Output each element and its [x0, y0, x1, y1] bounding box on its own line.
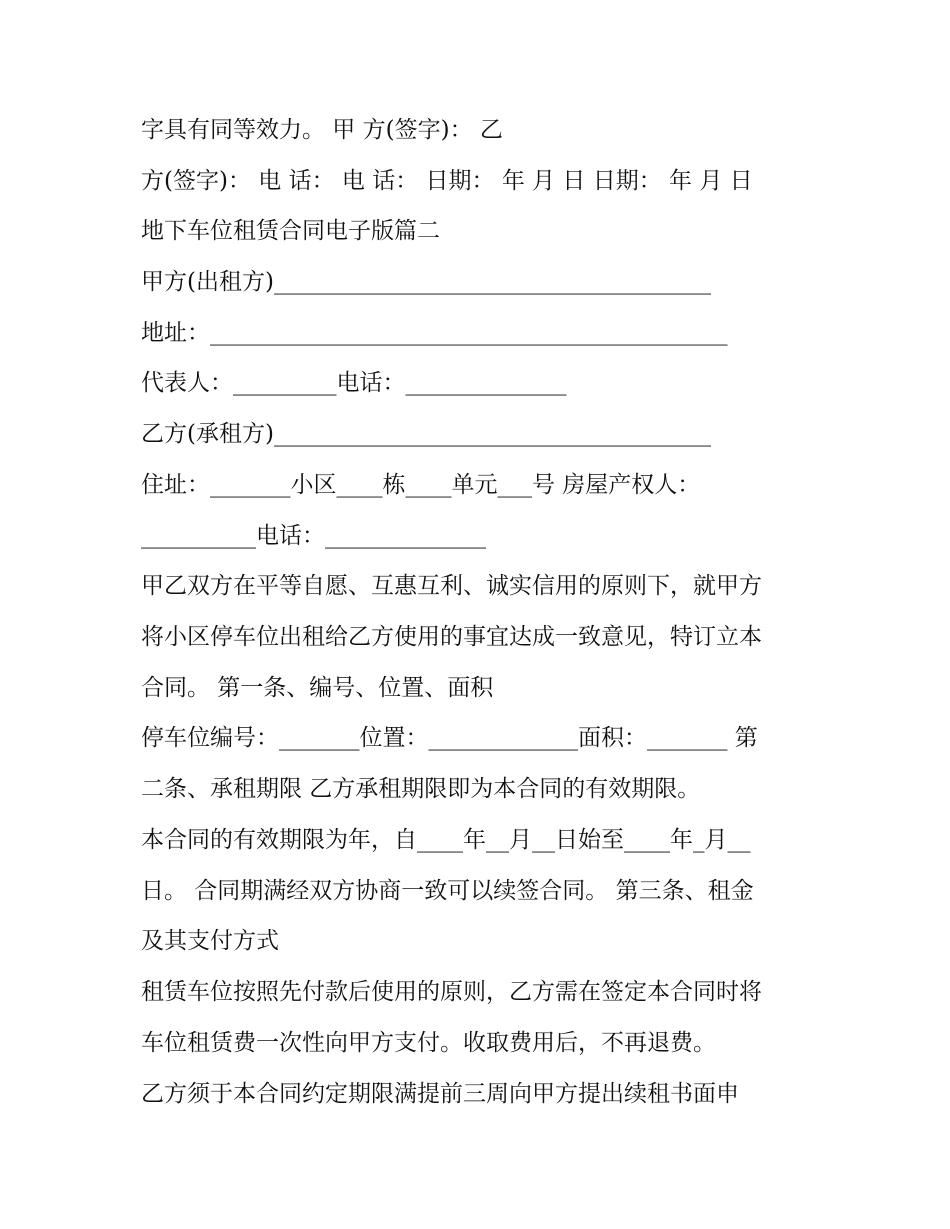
- text-line: 租赁车位按照先付款后使用的原则，乙方需在签定本合同时将: [141, 979, 762, 1005]
- text-line: 合同。 第一条、编号、位置、面积: [141, 675, 494, 701]
- representative-field: 代表人：_________电话：______________: [141, 370, 567, 396]
- text-line: 方(签字)： 电 话： 电 话： 日期： 年 月 日 日期： 年 月 日: [141, 168, 753, 194]
- residence-field: 住址：_______小区____栋____单元___号 房屋产权人：: [141, 472, 701, 498]
- section-heading: 地下车位租赁合同电子版篇二: [141, 218, 440, 244]
- text-line: 车位租赁费一次性向甲方支付。收取费用后，不再退费。: [141, 1030, 716, 1056]
- text-line: 日。 合同期满经双方协商一致可以续签合同。 第三条、租金: [141, 878, 754, 904]
- owner-phone-field: __________电话：______________: [141, 523, 486, 549]
- text-line: 字具有同等效力。 甲 方(签字)： 乙: [141, 117, 503, 143]
- term-field: 本合同的有效期限为年，自____年__月__日始至____年_月__: [141, 827, 751, 853]
- address-field: 地址：_____________________________________________: [141, 320, 728, 346]
- text-line: 将小区停车位出租给乙方使用的事宜达成一致意见，特订立本: [141, 624, 762, 650]
- text-line: 二条、承租期限 乙方承租期限即为本合同的有效期限。: [141, 776, 701, 802]
- party-b-field: 乙方(承租方)______________________________________: [141, 421, 711, 447]
- parking-space-field: 停车位编号：_______位置：_____________面积：_______ 第: [141, 725, 758, 751]
- party-a-field: 甲方(出租方)______________________________________: [141, 269, 711, 295]
- text-line: 甲乙双方在平等自愿、互惠互利、诚实信用的原则下，就甲方: [141, 573, 762, 599]
- text-line: 乙方须于本合同约定期限满提前三周向甲方提出续租书面申: [141, 1081, 739, 1107]
- text-line: 及其支付方式: [141, 928, 279, 954]
